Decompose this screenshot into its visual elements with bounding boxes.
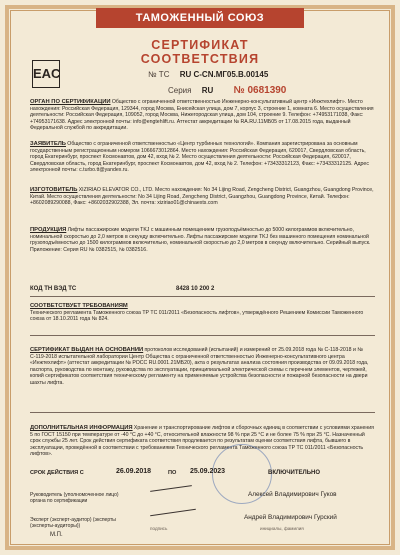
additional-info-heading: ДОПОЛНИТЕЛЬНАЯ ИНФОРМАЦИЯ	[30, 425, 133, 431]
additional-info-section	[30, 425, 375, 458]
additional-info-text: Хранение и транспортирование лифтов и сборочных единиц в соответствии с условиями хранения 5 по ГОСТ 15150 при температуре от -40 °С до +40 °С, относительной влажности 98 % при 25 °С и не более 75 % при 25 °С. Назначенный срок службы 25 лет. Срок действия сертификата соответствия продлевается по результатам оценки соответствия лифта, бывшего в эксплуатации, проведённой в соответствии с требованиями Технического регламента Таможенного союза ТР ТС 011/2011 «Безопасность лифтов».	[30, 425, 374, 458]
validity-label-to: ПО	[168, 470, 177, 476]
expert-signatory-label: Эксперт (эксперт-аудитор) (эксперты (эксперты-аудиторы))	[30, 517, 116, 529]
cert-body-text: Общество с ограниченной ответственностью Инженерно-консультативный центр «Инжтехлифт». Место нахождения: Российская Федерация, 129344, город Москва, Енисейская улица, дом 7, корпус 3, строение 1, комната 6. Место осуществления деятельности: Российская Федерация, 109052, город Москва, Нижегородская улица, дом 104, строение 9. Телефон: +74953171038, Факс: +74953171638. Адрес электронной почты: info@engtehlift.ru. Аттестат аккредитации № RA.RU.11МБ05 от 17.08.2015 года, выданный Федеральной службой по аккредитации.	[30, 99, 374, 132]
customs-union-banner: ТАМОЖЕННЫЙ СОЮЗ	[96, 8, 304, 28]
validity-suffix: ВКЛЮЧИТЕЛЬНО	[268, 470, 321, 476]
expert-signatory-name: Андрей Владимирович Гурский	[244, 514, 337, 521]
manufacturer-section	[30, 187, 375, 207]
basis-section	[30, 347, 375, 387]
cert-body-heading: ОРГАН ПО СЕРТИФИКАЦИИ	[30, 99, 111, 105]
series-code: RU	[201, 86, 214, 95]
product-section	[30, 227, 375, 253]
validity-label: СРОК ДЕЙСТВИЯ С	[30, 470, 84, 476]
basis-text: протоколов исследований (испытаний) и измерений от 25.09.2018 года № С-118-2018 и № С-119-2018 испытательной лаборатории Центр Общества с ограниченной ответственностью Инженерно-консультативного центра «Инжтехлифт» (аттестат аккредитации № РОСС RU.0001.21МБ20), акта о результатах анализа состояния производства от 09.09.2018 года, паспорта, руководства по монтажу, руководства по эксплуатации, принципиальной электрической схемы с перечнем элементов, чертежей, копий сертификатов соответствия техническому регламенту на применяемые устройства безопасности и пожарной безопасности на двери шахты лифта.	[30, 347, 369, 386]
applicant-text: Общество с ограниченной ответственностью «Центр турбинных технологий». Компания зарегистрирована за основным государственным регистрационным номером 1066673012864. Место нахождения: Российская Федерация, 620017, Свердловская область, город Екатеринбург, проспект Космонавтов, дом 42, вход № 2. Место осуществления деятельности: Российская Федерация, 620017, Свердловская область, город Екатеринбург, проспект Космонавтов, дом 42, вход № 2. Телефон: +73433312123, Факс: +73433312125. Адрес электронной почты: c.turbo.tt@yandex.ru.	[30, 141, 369, 174]
series-line	[168, 85, 286, 96]
cert-body-section	[30, 99, 375, 132]
basis-heading: СЕРТИФИКАТ ВЫДАН НА ОСНОВАНИИ	[30, 347, 144, 353]
head-signatory-label: Руководитель (уполномоченное лицо) органа по сертификации	[30, 492, 119, 504]
name-caption: инициалы, фамилия	[260, 526, 304, 531]
series-number: № 0681390	[233, 85, 287, 96]
head-signatory-name: Алексей Владимирович Гуков	[248, 491, 337, 498]
hs-code-heading: КОД ТН ВЭД ТС	[30, 286, 77, 292]
manufacturer-text: XIZIRIAO ELEVATOR CO., LTD. Место нахождения: No 34 Lijing Road, Zengcheng District, Guangzhou, Guangdong Province, Китай. Место осуществления деятельности: No 34 Lijing Road, Zengcheng District, Guangzhou, Guangdong Province, Китай. Телефон: +8602089290088, Факс: +8602032902388, Эл. почта: xiziriao01@chinaexts.com	[30, 187, 374, 207]
series-label: Серия	[168, 86, 192, 95]
hs-code-value: 8428 10 200 2	[176, 286, 215, 292]
requirements-text: Технического регламента Таможенного союза ТР ТС 011/2011 «Безопасность лифтов», утверждённого Решением Комиссии Таможенного союза от 18.10.2011 года № 824.	[30, 309, 364, 323]
validity-date-to: 25.09.2023	[190, 468, 226, 475]
requirements-section	[30, 303, 375, 323]
product-text: Лифты пассажирские модели TKJ с машинным помещением грузоподъёмностью до 5000 килограммов включительно, номинальной скоростью до 2,0 метров в секунду включительно. Лифты пассажирские модели TKJ без машинного помещения номинальной грузоподъёмностью до 1500 килограммов включительно, номинальной скоростью до 2,0 метров в секунду включительно. Серийный выпуск. Приложение: Серия RU № 0382515, № 0382516.	[30, 227, 371, 253]
product-heading: ПРОДУКЦИЯ	[30, 227, 67, 233]
seal-place-mark: М.П.	[50, 532, 63, 538]
divider	[30, 412, 375, 413]
eac-logo: EAC	[32, 60, 60, 88]
applicant-section	[30, 141, 375, 174]
certificate-title: СЕРТИФИКАТ СООТВЕТСТВИЯ	[140, 38, 260, 66]
manufacturer-heading: ИЗГОТОВИТЕЛЬ	[30, 187, 78, 193]
applicant-heading: ЗАЯВИТЕЛЬ	[30, 141, 66, 147]
certificate-number-line	[148, 70, 268, 79]
divider	[30, 296, 375, 297]
divider	[30, 335, 375, 336]
number-label: № ТС	[148, 70, 170, 79]
certificate-number: RU С-CN.МГ05.В.00145	[179, 70, 269, 79]
validity-date-from: 26.09.2018	[116, 468, 152, 475]
requirements-heading: СООТВЕТСТВУЕТ ТРЕБОВАНИЯМ	[30, 303, 128, 309]
signature-caption: подпись	[150, 526, 168, 531]
